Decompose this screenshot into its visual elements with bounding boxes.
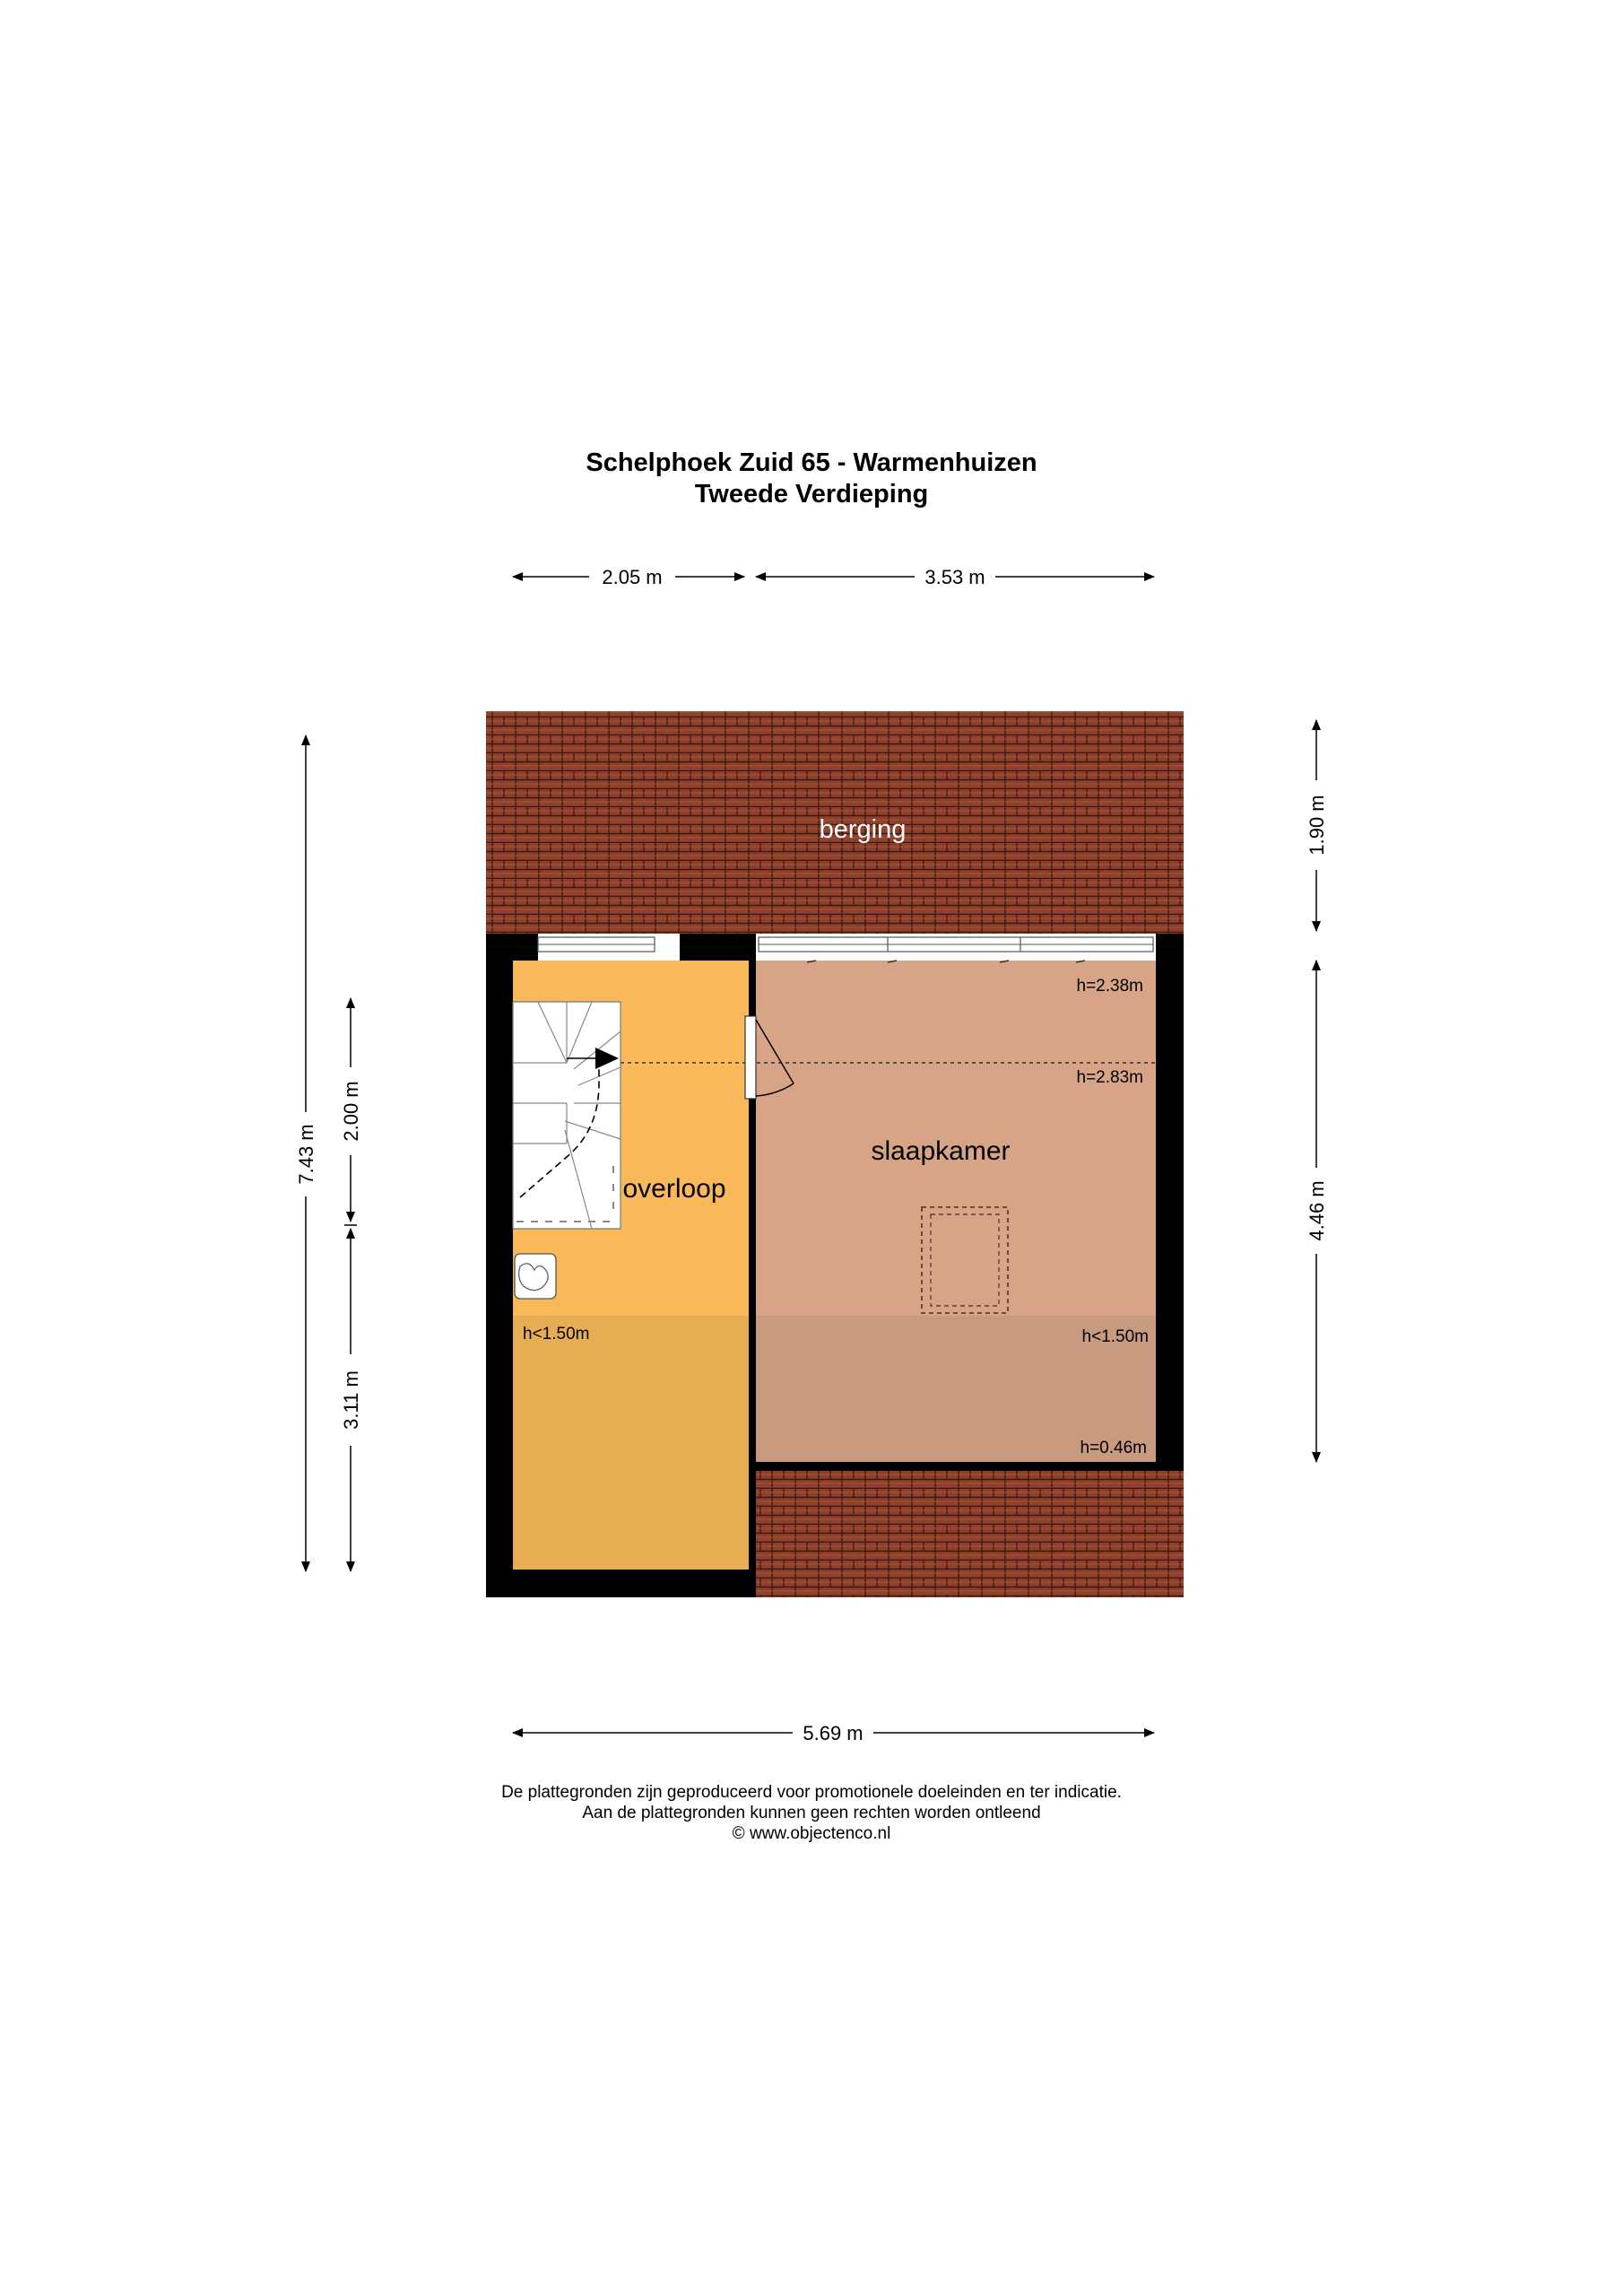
dimension-left-upper-label: 2.00 m xyxy=(340,1081,362,1142)
dimension-left-total-label: 7.43 m xyxy=(295,1124,317,1185)
dimension-right-upper xyxy=(1306,720,1328,931)
dimension-left-upper xyxy=(340,998,362,1225)
room-label-berging: berging xyxy=(819,815,907,844)
height-note-238: h=2.38m xyxy=(1076,977,1143,996)
dimension-top-left xyxy=(513,566,744,588)
plan-title-address: Schelphoek Zuid 65 - Warmenhuizen xyxy=(586,448,1037,477)
dimension-left-total xyxy=(295,735,317,1571)
stove-object xyxy=(515,1254,556,1299)
window-right xyxy=(756,934,1156,962)
room-label-slaapkamer: slaapkamer xyxy=(871,1136,1011,1166)
height-note-046: h=0.46m xyxy=(1080,1439,1147,1457)
height-note-283: h=2.83m xyxy=(1076,1068,1143,1087)
plan-title-floor: Tweede Verdieping xyxy=(694,480,929,509)
window-left xyxy=(538,934,680,961)
wall-top-middle xyxy=(680,934,756,961)
wall-bottom-right xyxy=(749,1462,1184,1471)
disclaimer-line-2: Aan de plattegronden kunnen geen rechten worden ontleend xyxy=(582,1804,1041,1822)
overloop-low-zone xyxy=(513,1316,749,1570)
disclaimer xyxy=(0,1782,1623,1844)
wall-bottom-left xyxy=(486,1570,756,1597)
dimension-top-left-label: 2.05 m xyxy=(602,566,663,588)
disclaimer-line-1: De plattegronden zijn geproduceerd voor promotionele doeleinden en ter indicatie. xyxy=(501,1783,1122,1802)
room-label-overloop: overloop xyxy=(622,1174,726,1204)
roof-bottom-right xyxy=(756,1471,1184,1597)
dimension-right-upper-label: 1.90 m xyxy=(1306,795,1328,856)
dimension-left-lower xyxy=(340,1229,362,1571)
dimension-bottom xyxy=(513,1722,1154,1744)
dimension-right-lower xyxy=(1306,961,1328,1462)
wall-right xyxy=(1156,934,1184,1471)
disclaimer-line-3: © www.objectenco.nl xyxy=(732,1824,891,1843)
dimension-top-right-label: 3.53 m xyxy=(924,566,985,588)
staircase xyxy=(513,1002,621,1229)
dimension-right-lower-label: 4.46 m xyxy=(1306,1180,1328,1241)
height-note-lt150-right: h<1.50m xyxy=(1081,1327,1149,1346)
dimension-left-lower-label: 3.11 m xyxy=(340,1370,362,1430)
overloop-corner xyxy=(513,961,538,984)
dimension-top-right xyxy=(756,566,1154,588)
height-note-lt150-left: h<1.50m xyxy=(523,1325,590,1344)
dimension-bottom-label: 5.69 m xyxy=(803,1722,864,1744)
wall-top-left-corner xyxy=(486,934,538,961)
